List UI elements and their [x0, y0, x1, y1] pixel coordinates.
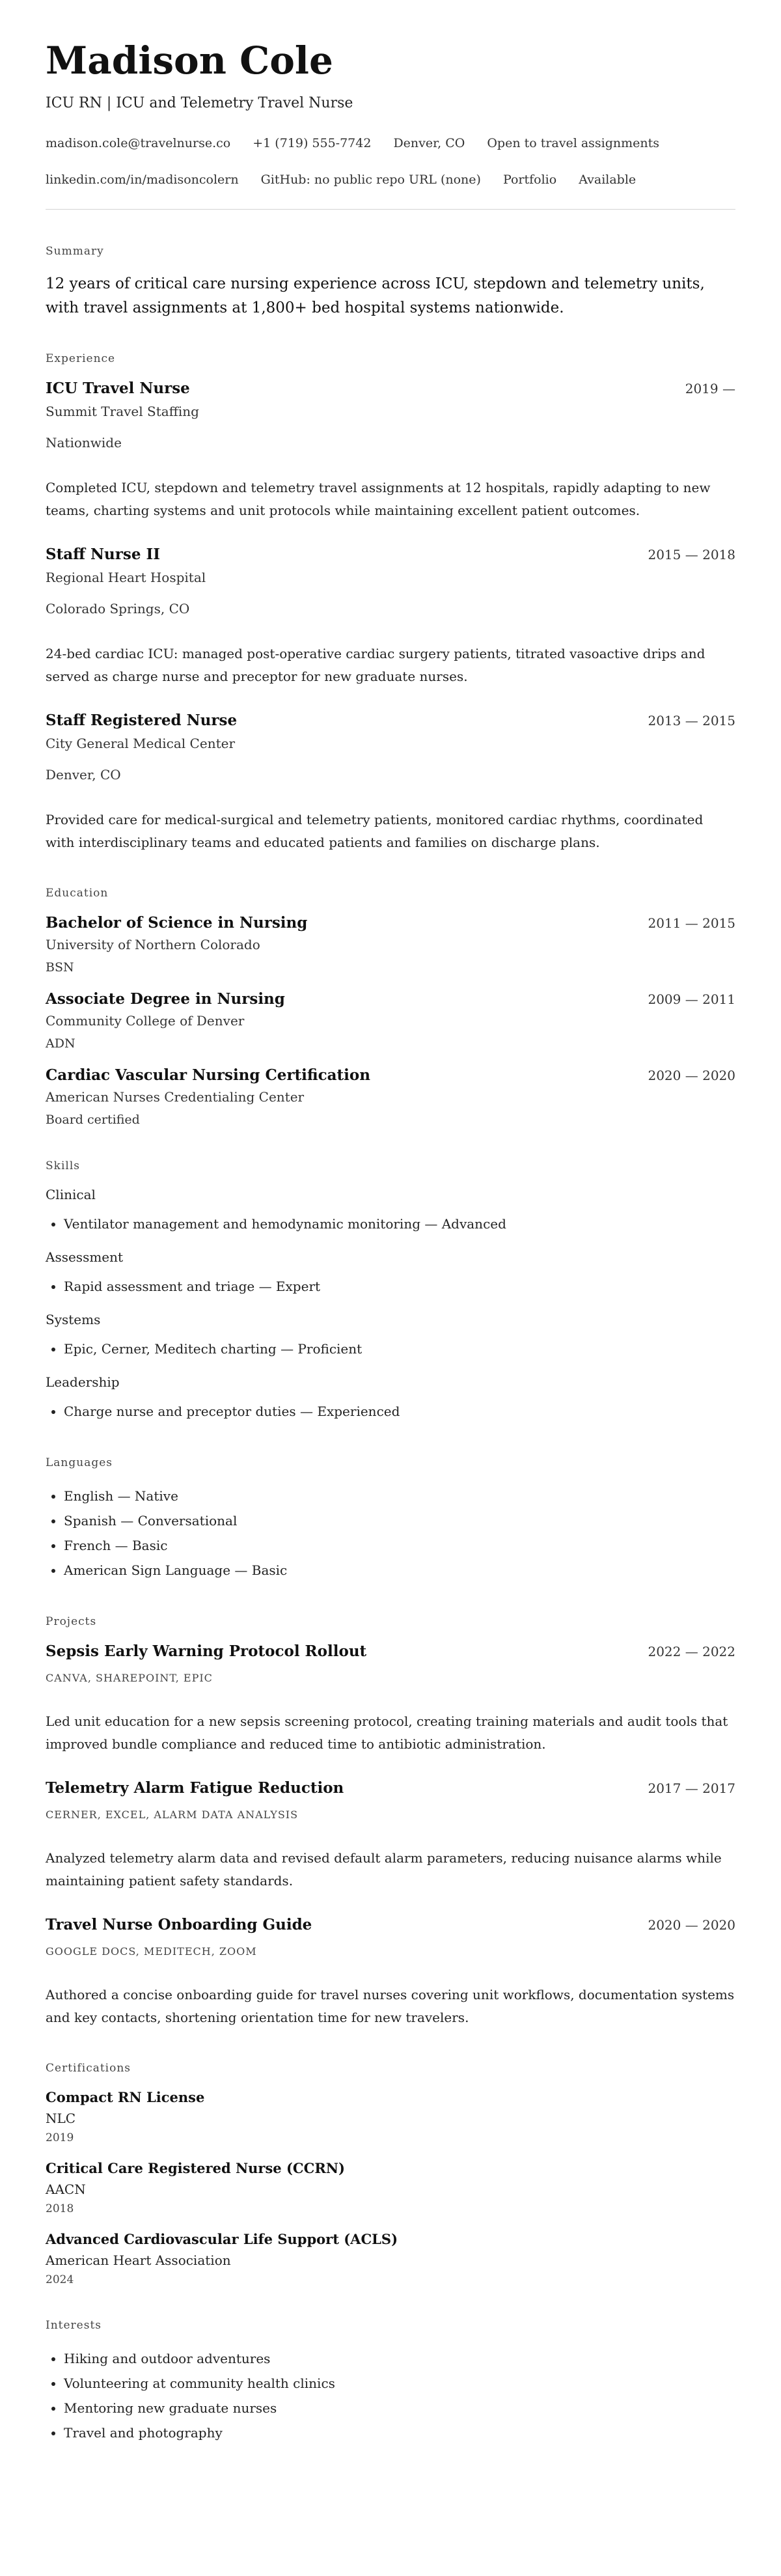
- certifications-section: [46, 2062, 735, 2286]
- project-entry: [46, 1642, 735, 1756]
- contact-location: Denver, CO: [393, 135, 465, 150]
- contact-email[interactable]: madison.cole@travelnurse.co: [46, 135, 231, 150]
- degree-title: Associate Degree in Nursing: [46, 990, 285, 1008]
- job-title: Staff Registered Nurse: [46, 712, 238, 730]
- job-employer: Regional Heart Hospital: [46, 570, 206, 586]
- education-entry: [46, 990, 735, 1051]
- project-tools: CANVA, SHAREPOINT, EPIC: [46, 1672, 213, 1685]
- interests-list: [46, 2346, 735, 2445]
- project-description: Analyzed telemetry alarm data and revised default alarm parameters, reducing nuisance alarms while maintaining patient safety standards.: [46, 1850, 722, 1889]
- certification-entry: [46, 2089, 735, 2144]
- section-heading-summary: Summary: [46, 244, 104, 258]
- skill-item: • Charge nurse and preceptor duties — Experienced: [64, 1399, 735, 1424]
- skills-section: [46, 1159, 735, 1424]
- job-employer: Summit Travel Staffing: [46, 404, 199, 420]
- contact-info: [46, 136, 735, 150]
- job-title: Staff Nurse II: [46, 546, 160, 564]
- job-location: Nationwide: [46, 435, 122, 451]
- degree-detail: ADN: [46, 1036, 75, 1051]
- project-title: Telemetry Alarm Fatigue Reduction: [46, 1779, 344, 1797]
- skill-category: Clinical: [46, 1187, 96, 1203]
- job-dates: 2013 — 2015: [648, 713, 735, 729]
- education-section: [46, 887, 735, 1127]
- interest-item: • Hiking and outdoor adventures: [64, 2346, 735, 2371]
- job-location: Denver, CO: [46, 767, 121, 783]
- job-description: Provided care for medical-surgical and telemetry patients, monitored cardiac rhythms, coordinated with interdisciplinary teams and educated patients and families on discharge plans.: [46, 812, 704, 851]
- section-heading-skills: Skills: [46, 1159, 80, 1173]
- linkedin-link[interactable]: linkedin.com/in/madisoncolern: [46, 172, 239, 187]
- language-item: • American Sign Language — Basic: [64, 1558, 735, 1583]
- certification-date: 2024: [46, 2273, 74, 2287]
- language-item: • English — Native: [64, 1484, 735, 1508]
- certification-issuer: AACN: [46, 2181, 86, 2198]
- school-name: Community College of Denver: [46, 1013, 245, 1029]
- job-description: Completed ICU, stepdown and telemetry travel assignments at 12 hospitals, rapidly adapting to new teams, charting systems and unit protocols while maintaining excellent patient outcomes.: [46, 480, 711, 519]
- degree-dates: 2011 — 2015: [648, 915, 735, 932]
- project-description: Authored a concise onboarding guide for travel nurses covering unit workflows, documentation systems and key contacts, shortening orientation time for new travelers.: [46, 1987, 735, 2026]
- section-heading-projects: Projects: [46, 1615, 97, 1629]
- degree-detail: BSN: [46, 960, 74, 975]
- project-entry: [46, 1916, 735, 2029]
- skill-item: • Rapid assessment and triage — Expert: [64, 1274, 735, 1299]
- section-heading-education: Education: [46, 887, 109, 900]
- project-title: Travel Nurse Onboarding Guide: [46, 1916, 312, 1934]
- contact-availability: Open to travel assignments: [487, 135, 660, 150]
- language-item: • French — Basic: [64, 1533, 735, 1558]
- education-entry: [46, 1066, 735, 1127]
- availability-status: Available: [579, 172, 637, 187]
- skill-group: [46, 1374, 735, 1424]
- project-dates: 2017 — 2017: [648, 1780, 735, 1797]
- contact-phone[interactable]: +1 (719) 555-7742: [253, 135, 372, 150]
- certification-date: 2018: [46, 2202, 74, 2216]
- project-dates: 2020 — 2020: [648, 1917, 735, 1933]
- skill-group: [46, 1312, 735, 1361]
- project-tools: CERNER, EXCEL, ALARM DATA ANALYSIS: [46, 1808, 299, 1821]
- github-link[interactable]: GitHub: no public repo URL (none): [260, 172, 481, 187]
- skill-group: [46, 1187, 735, 1236]
- project-entry: [46, 1779, 735, 1892]
- interest-item: • Volunteering at community health clinics: [64, 2371, 735, 2396]
- project-title: Sepsis Early Warning Protocol Rollout: [46, 1642, 367, 1661]
- language-item: • Spanish — Conversational: [64, 1508, 735, 1533]
- section-heading-experience: Experience: [46, 352, 116, 366]
- certification-name: Critical Care Registered Nurse (CCRN): [46, 2160, 345, 2177]
- certification-issuer: NLC: [46, 2111, 76, 2127]
- skill-item: • Ventilator management and hemodynamic monitoring — Advanced: [64, 1212, 735, 1236]
- certification-issuer: American Heart Association: [46, 2252, 231, 2269]
- degree-dates: 2009 — 2011: [648, 991, 735, 1008]
- header-divider: [46, 209, 735, 210]
- job-employer: City General Medical Center: [46, 736, 236, 752]
- section-heading-languages: Languages: [46, 1456, 113, 1470]
- section-heading-interests: Interests: [46, 2319, 102, 2333]
- skill-group: [46, 1249, 735, 1299]
- project-tools: GOOGLE DOCS, MEDITECH, ZOOM: [46, 1945, 257, 1958]
- skill-item: • Epic, Cerner, Meditech charting — Proficient: [64, 1336, 735, 1361]
- interest-item: • Travel and photography: [64, 2420, 735, 2445]
- project-dates: 2022 — 2022: [648, 1644, 735, 1660]
- job-dates: 2015 — 2018: [648, 547, 735, 563]
- candidate-title: ICU RN | ICU and Telemetry Travel Nurse: [46, 94, 353, 111]
- projects-section: [46, 1615, 735, 2029]
- school-name: University of Northern Colorado: [46, 937, 260, 953]
- experience-entry: [46, 546, 735, 688]
- degree-title: Cardiac Vascular Nursing Certification: [46, 1066, 370, 1085]
- interests-section: [46, 2319, 735, 2445]
- degree-title: Bachelor of Science in Nursing: [46, 914, 308, 932]
- job-description: 24-bed cardiac ICU: managed post-operative cardiac surgery patients, titrated vasoactive drips and served as charge nurse and preceptor for new graduate nurses.: [46, 646, 706, 685]
- skill-category: Assessment: [46, 1249, 124, 1266]
- interest-item: • Mentoring new graduate nurses: [64, 2396, 735, 2420]
- job-dates: 2019 —: [685, 381, 735, 397]
- skill-category: Systems: [46, 1312, 101, 1328]
- languages-section: [46, 1456, 735, 1583]
- skill-category: Leadership: [46, 1374, 120, 1391]
- experience-entry: [46, 712, 735, 854]
- portfolio-link[interactable]: Portfolio: [502, 172, 557, 187]
- candidate-name: Madison Cole: [46, 38, 333, 83]
- job-title: ICU Travel Nurse: [46, 380, 190, 398]
- summary-text: 12 years of critical care nursing experience across ICU, stepdown and telemetry units, with travel assignments at 1,800+ bed hospital systems nationwide.: [46, 275, 705, 316]
- certification-name: Compact RN License: [46, 2089, 205, 2106]
- resume-header: [46, 40, 735, 187]
- section-heading-certifications: Certifications: [46, 2062, 131, 2075]
- degree-dates: 2020 — 2020: [648, 1068, 735, 1084]
- summary-section: [46, 245, 735, 320]
- experience-section: [46, 352, 735, 854]
- experience-entry: [46, 380, 735, 522]
- school-name: American Nurses Credentialing Center: [46, 1089, 305, 1105]
- job-location: Colorado Springs, CO: [46, 601, 190, 617]
- education-entry: [46, 914, 735, 975]
- certification-date: 2019: [46, 2131, 74, 2145]
- certification-entry: [46, 2231, 735, 2286]
- certification-entry: [46, 2160, 735, 2215]
- project-description: Led unit education for a new sepsis screening protocol, creating training materials and audit tools that improved bundle compliance and reduced time to antibiotic administration.: [46, 1713, 728, 1752]
- degree-detail: Board certified: [46, 1113, 140, 1128]
- languages-list: [46, 1484, 735, 1583]
- certification-name: Advanced Cardiovascular Life Support (ACLS): [46, 2231, 398, 2248]
- contact-links: [46, 173, 735, 187]
